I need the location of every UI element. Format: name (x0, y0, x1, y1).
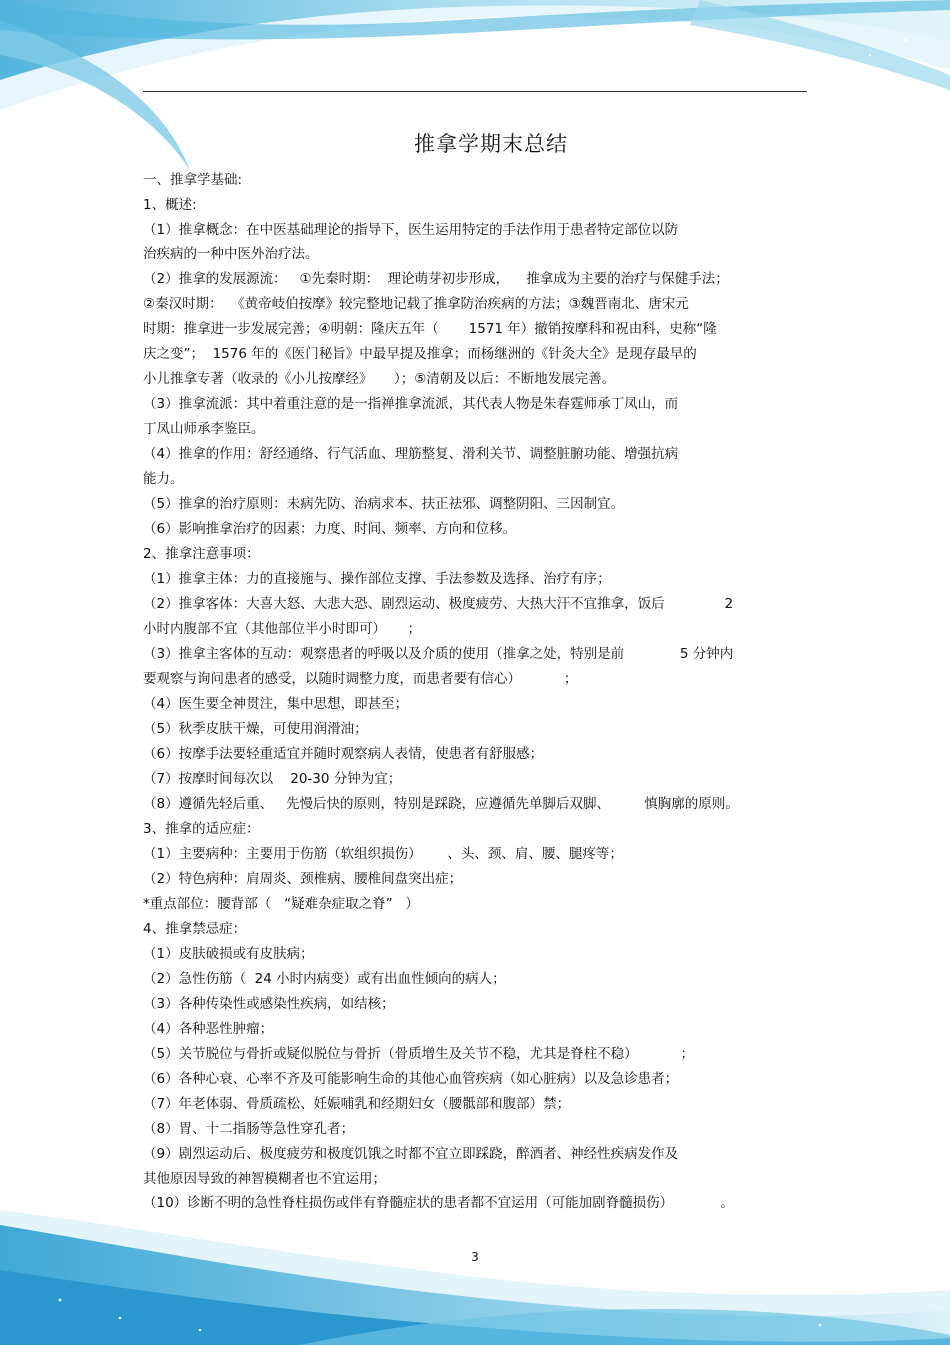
text-line: （8）遵循先轻后重、 先慢后快的原则，特别是踩跷，应遵循先单脚后双脚、 慎胸廓的原则。 (143, 796, 739, 812)
text-line: （3）推拿流派：其中着重注意的是一指禅推拿流派，其代表人物是朱春霆师承丁凤山，而 (143, 396, 679, 412)
text-line: 治疾病的一种中医外治疗法。 (143, 246, 319, 262)
text-line: 庆之变”； 1576 年的《医门秘旨》中最早提及推拿；而杨继洲的《针灸大全》是现存最早的 (143, 346, 697, 362)
text-line: 小儿推拿专著（收录的《小儿按摩经》 ）；⑤清朝及以后：不断地发展完善。 (143, 371, 616, 387)
text-line: 其他原因导致的神智模糊者也不宜运用； (143, 1171, 386, 1187)
text-line: *重点部位：腰背部（ “疑难杂症取之脊” ） (143, 896, 419, 912)
text-line: ②秦汉时期： 《黄帝岐伯按摩》较完整地记载了推拿防治疾病的方法；③魏晋南北、唐宋元 (143, 296, 689, 312)
text-line: （1）推拿概念：在中医基础理论的指导下，医生运用特定的手法作用于患者特定部位以防 (143, 222, 679, 238)
text-line: （2）急性伤筋（ 24 小时内病变）或有出血性倾向的病人； (143, 971, 506, 987)
text-line: （6）影响推拿治疗的因素：力度、时间、频率、方向和位移。 (143, 521, 517, 537)
text-line: （1）主要病种：主要用于伤筋（软组织损伤） 、头、颈、肩、腰、腿疼等； (143, 846, 623, 862)
text-line: （5）推拿的治疗原则：未病先防、治病求本、扶正祛邪、调整阴阳、三因制宜。 (143, 496, 625, 512)
text-line: 3、推拿的适应症： (143, 821, 260, 837)
text-line: （1）皮肤破损或有皮肤病； (143, 946, 314, 962)
text-line: （8）胃、十二指肠等急性穿孔者； (143, 1121, 355, 1137)
text-line: 小时内腹部不宜（其他部位半小时即可） ； (143, 621, 421, 637)
text-line: （2）特色病种：肩周炎、颈椎病、腰椎间盘突出症； (143, 871, 463, 887)
text-line: 时期：推拿进一步发展完善；④明朝：隆庆五年（ 1571 年）撤销按摩科和祝由科，史称“隆 (143, 321, 717, 337)
text-line: 能力。 (143, 471, 184, 487)
text-line: （4）推拿的作用：舒经通络、行气活血、理筋整复、滑利关节、调整脏腑功能、增强抗病 (143, 446, 679, 462)
text-line: （2）推拿的发展源流： ①先秦时期： 理论萌芽初步形成， 推拿成为主要的治疗与保健手法； (143, 271, 729, 287)
text-line: （10）诊断不明的急性脊柱损伤或伴有脊髓症状的患者都不宜运用（可能加剧脊髓损伤） 。 (143, 1195, 734, 1211)
text-line: （5）秋季皮肤干燥，可使用润滑油； (143, 721, 368, 737)
text-line: （6）按摩手法要轻重适宜并随时观察病人表情，使患者有舒服感； (143, 746, 544, 762)
text-line: （3）各种传染性或感染性疾病，如结核； (143, 996, 395, 1012)
text-line: （3）推拿主客体的互动：观察患者的呼吸以及介质的使用（推拿之处，特别是前 5 分钟内 (143, 646, 734, 662)
text-line: 2、推拿注意事项： (143, 546, 260, 562)
text-line: 要观察与询问患者的感受，以随时调整力度，而患者要有信心） ； (143, 671, 578, 687)
text-line: （9）剧烈运动后、极度疲劳和极度饥饿之时都不宜立即踩跷，醉酒者、神经性疾病发作及 (143, 1146, 679, 1162)
text-line: （7）年老体弱、骨质疏松、妊娠哺乳和经期妇女（腰骶部和腹部）禁； (143, 1096, 571, 1112)
text-line: （7）按摩时间每次以 20-30 分钟为宜； (143, 771, 402, 787)
text-line: （5）关节脱位与骨折或疑似脱位与骨折（骨质增生及关节不稳，尤其是脊柱不稳） ； (143, 1046, 695, 1062)
text-line: 一、推拿学基础: (143, 172, 243, 188)
text-line: （4）医生要全神贯注，集中思想，即甚至； (143, 696, 409, 712)
page-number: 3 (471, 1250, 479, 1264)
text-line: （6）各种心衰、心率不齐及可能影响生命的其他心血管疾病（如心脏病）以及急诊患者； (143, 1071, 679, 1087)
text-line: （4）各种恶性肿瘤； (143, 1021, 274, 1037)
text-line: （2）推拿客体：大喜大怒、大悲大恐、剧烈运动、极度疲劳、大热大汗不宜推拿，饭后 2 (143, 596, 734, 612)
text-line: 1、概述: (143, 197, 197, 213)
text-line: 丁凤山师承李鉴臣。 (143, 421, 265, 437)
document-title: 推拿学期末总结 (414, 132, 568, 156)
header-rule (143, 91, 807, 92)
text-line: （1）推拿主体：力的直接施与、操作部位支撑、手法参数及选择、治疗有序； (143, 571, 611, 587)
text-line: 4、推拿禁忌症： (143, 921, 247, 937)
